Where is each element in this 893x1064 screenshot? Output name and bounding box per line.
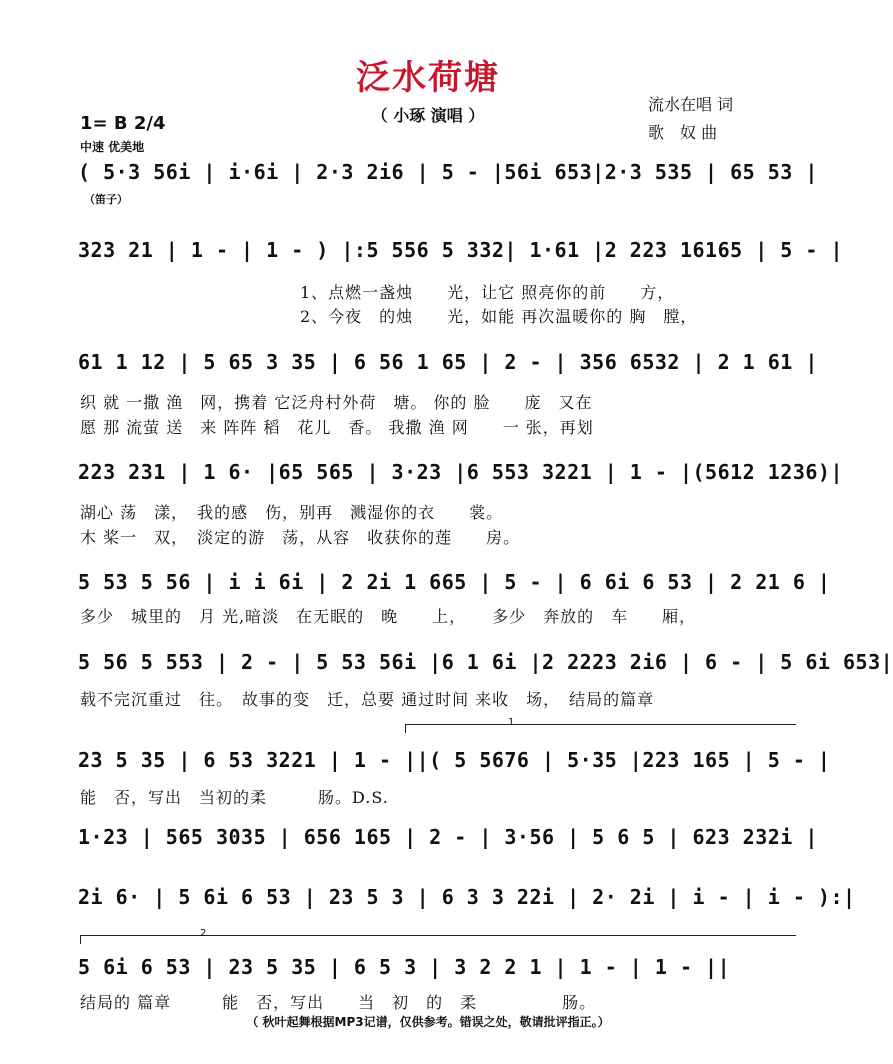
volta-number-2: 2 (200, 928, 207, 939)
lyric-row-4-verse-1: 湖心 荡 漾， 我的感 伤，别再 溅湿你的衣 裳。 (80, 503, 504, 522)
score-row-7: 23 5 35 | 6 53 3221 | 1 - ||( 5 5676 | 5·35 |223 165 | 5 - | (78, 748, 831, 772)
song-title: 泛水荷塘 (356, 58, 500, 98)
instrument-label: （笛子） (84, 193, 128, 206)
lyric-row-2-verse-2: 2、今夜 的烛 光，如能 再次温暖你的 胸 膛， (300, 307, 698, 326)
lyric-row-3-verse-2: 愿 那 流萤 送 来 阵阵 稻 花儿 香。 我撒 渔 网 一 张，再划 (80, 418, 594, 437)
score-row-6: 5 56 5 553 | 2 - | 5 53 56i |6 1 6i |2 2223 2i6 | 6 - | 5 6i 653| (78, 650, 893, 674)
score-row-5: 5 53 5 56 | i i 6i | 2 2i 1 665 | 5 - | 6 6i 6 53 | 2 21 6 | (78, 570, 831, 594)
score-row-3: 61 1 12 | 5 65 3 35 | 6 56 1 65 | 2 - | 356 6532 | 2 1 61 | (78, 350, 818, 374)
lyric-row-6: 载不完沉重过 往。 故事的变 迁，总要 通过时间 来收 场， 结局的篇章 (80, 690, 655, 709)
key-signature: 1= B 2/4 (80, 113, 166, 134)
score-row-2: 323 21 | 1 - | 1 - ) |:5 556 5 332| 1·61 |2 223 16165 | 5 - | (78, 238, 844, 262)
score-row-1: ( 5·3 56i | i·6i | 2·3 2i6 | 5 - |56i 653|2·3 535 | 65 53 | (78, 160, 818, 184)
lyric-row-3-verse-1: 织 就 一撒 渔 网，携着 它泛舟村外荷 塘。 你的 脸 庞 又在 (80, 393, 593, 412)
lyric-row-7: 能 否，写出 当初的柔 肠。D.S. (80, 788, 389, 807)
volta-bracket-1 (405, 724, 796, 733)
score-row-4: 223 231 | 1 6· |65 565 | 3·23 |6 553 3221 | 1 - |(5612 1236)| (78, 460, 844, 484)
lyricist-credit: 流水在唱 词 (648, 95, 734, 114)
lyric-row-2-verse-1: 1、点燃一盏烛 光，让它 照亮你的前 方， (300, 283, 675, 302)
volta-number-1: 1 (508, 717, 515, 728)
score-row-9: 2i 6· | 5 6i 6 53 | 23 5 3 | 6 3 3 22i | 2· 2i | i - | i - ):| (78, 885, 856, 909)
lyric-row-4-verse-2: 木 桨一 双， 淡定的游 荡，从容 收获你的莲 房。 (80, 528, 521, 547)
tempo-marking: 中速 优美地 (80, 140, 145, 154)
score-row-10: 5 6i 6 53 | 23 5 35 | 6 5 3 | 3 2 2 1 | 1 - | 1 - || (78, 955, 731, 979)
volta-bracket-2 (80, 935, 796, 944)
singer-subtitle: （ 小琢 演唱 ） (371, 106, 485, 125)
lyric-row-10: 结局的 篇章 能 否，写出 当 初 的 柔 肠。 (80, 993, 597, 1012)
transcription-footnote: （ 秋叶起舞根据MP3记谱，仅供参考。错误之处，敬请批评指正。） (246, 1015, 610, 1029)
composer-credit: 歌 奴 曲 (648, 123, 718, 142)
lyric-row-5: 多少 城里的 月 光,暗淡 在无眠的 晚 上， 多少 奔放的 车 厢， (80, 607, 697, 626)
score-row-8: 1·23 | 565 3035 | 656 165 | 2 - | 3·56 | 5 6 5 | 623 232i | (78, 825, 818, 849)
